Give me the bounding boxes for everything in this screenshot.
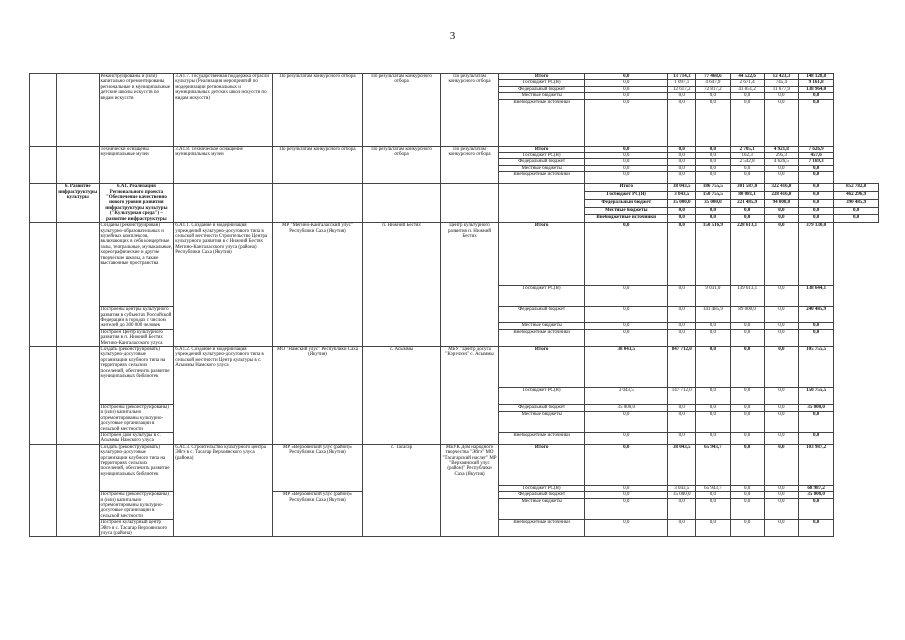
table-row (30, 444, 879, 485)
amount-value: 0,0 (668, 411, 696, 432)
table-row (30, 223, 879, 286)
amount-value: 0,0 (585, 172, 668, 184)
amount-value: 0,0 (585, 432, 668, 444)
responsible-entity: МР «Верхоянский улус (район)» Республики Саха (Якутия) (272, 444, 362, 491)
table-cell (440, 184, 498, 223)
amount-value: 0,0 (585, 80, 668, 86)
amount-value: 0,0 (764, 492, 798, 499)
amount-value: 0,0 (730, 485, 764, 491)
amount-value: 141 485,9 (696, 307, 730, 323)
amount-value: 0,0 (585, 146, 668, 152)
amount-value: 11 677,9 (764, 86, 798, 92)
amount-value: 0,0 (585, 286, 668, 307)
table-cell (30, 184, 57, 223)
total-value: 852 782,8 (834, 184, 879, 192)
amount-value: 0,0 (668, 520, 696, 537)
source-label: Итого (499, 74, 585, 80)
responsible-entity: По результатам конкурсного отбора (272, 146, 362, 184)
total-value: 68 987,2 (799, 485, 834, 491)
source-label: Внебюджетные источники (499, 99, 585, 146)
source-label: Местные бюджеты (499, 93, 585, 99)
amount-value: 162,3 (730, 153, 764, 159)
location: с. Тасагар (363, 444, 441, 537)
source-label: Госбюджет РС(Я) (499, 153, 585, 159)
amount-value: 0,0 (730, 492, 764, 499)
section-title: 6. Развитие инфраструктуры культуры (56, 184, 99, 223)
amount-value: 0,0 (585, 86, 668, 92)
source-label: Внебюджетные источники (585, 215, 668, 223)
total-value: 103 987,2 (799, 444, 834, 485)
amount-value: 0,0 (730, 444, 764, 485)
amount-value: 0,0 (585, 153, 668, 159)
event-description: 6.А1.1. Создание и модернизация учреждений культурно-досугового типа в сельской местности Строительство Центра культурного развития в с Нижний Бестях Мегино-Кангаласского улуса (района) Республики Саха (Якутия) (174, 223, 273, 347)
amount-value: 0,0 (585, 444, 668, 485)
amount-value: 77 468,6 (696, 74, 730, 80)
amount-value: 0,0 (668, 165, 696, 171)
amount-value: 150 516,9 (696, 223, 730, 286)
amount-value: 1 097,1 (668, 80, 696, 86)
result-description: Построен Дом культуры в с. Асыммы Намского улуса (99, 432, 174, 444)
total-value: 240 485,9 (799, 307, 834, 323)
total-value: 0,0 (834, 215, 879, 223)
amount-value: 0,0 (764, 329, 798, 346)
source-label: Итого (499, 444, 585, 485)
amount-value: 35 000,0 (668, 199, 696, 207)
amount-value: 12 617,2 (668, 86, 696, 92)
source-label: Федеральный бюджет (499, 404, 585, 411)
source-label: Федеральный бюджет (499, 307, 585, 323)
amount-value: 0,0 (585, 520, 668, 537)
result-description: Созданы (реконструирован) культурно-образовательных и музейных комплексов, включающих в себя концертные залы, театральные, музыкальные, хореографические и другие творческие школы, а также выставочные пространства (99, 223, 174, 307)
amount-value: 41 851,2 (730, 86, 764, 92)
amount-value: 0,0 (585, 307, 668, 323)
table-row (30, 146, 879, 152)
total-value: 0,0 (799, 520, 834, 537)
amount-value: 0,0 (730, 411, 764, 432)
amount-value: 2 705,1 (730, 146, 764, 152)
amount-value: 0,0 (764, 307, 798, 323)
amount-value: 38 043,5 (668, 444, 696, 485)
total-value: 0,0 (799, 172, 834, 184)
financing-table (29, 73, 879, 537)
source-label: Итого (499, 223, 585, 286)
amount-value: 0,0 (668, 223, 696, 286)
amount-value: 0,0 (730, 207, 764, 215)
amount-value: 44 522,6 (730, 74, 764, 80)
amount-value: 65 943,7 (696, 444, 730, 485)
amount-value: 0,0 (764, 323, 798, 329)
amount-value: 0,0 (799, 207, 834, 215)
amount-value: 0,0 (696, 146, 730, 152)
amount-value: 4 921,8 (764, 146, 798, 152)
total-value: 0,0 (799, 93, 834, 99)
amount-value: 0,0 (696, 411, 730, 432)
result-description: Построены (реконструированы) и (или) капитально отремонтированы культурно-досуговые организации в сельской местности (99, 492, 174, 520)
amount-value: 0,0 (764, 93, 798, 99)
table-cell (30, 346, 57, 444)
total-value: 138 644,1 (799, 286, 834, 307)
amount-value: 0,0 (764, 215, 798, 223)
amount-value: 0,0 (730, 387, 764, 404)
amount-value: 0,0 (730, 346, 764, 387)
total-value: 0,0 (799, 99, 834, 146)
source-label: Госбюджет РС(Я) (499, 485, 585, 491)
amount-value: 38 043,5 (585, 346, 668, 387)
amount-value: 0,0 (764, 223, 798, 286)
source-label: Федеральный бюджет (499, 86, 585, 92)
amount-value: 0,0 (696, 432, 730, 444)
amount-value: 0,0 (799, 215, 834, 223)
source-label: Госбюджет РС(Я) (585, 192, 668, 200)
result-description: Реконструированы и (или) капитально отремонтированы региональные и муниципальные детские школы искусств по видам искусств (99, 74, 174, 147)
amount-value: 0,0 (730, 99, 764, 146)
total-value: 0,0 (799, 323, 834, 329)
source-label: Внебюджетные источники (499, 329, 585, 346)
amount-value: 0,0 (668, 499, 696, 520)
amount-value: 0,0 (696, 93, 730, 99)
source-label: Местные бюджеты (585, 207, 668, 215)
amount-value: 0,0 (764, 286, 798, 307)
amount-value: 0,0 (696, 404, 730, 411)
amount-value: 147 712,0 (668, 387, 696, 404)
amount-value: 4 647,9 (696, 80, 730, 86)
source-label: Внебюджетные источники (499, 172, 585, 184)
source-label: Итого (499, 146, 585, 152)
total-value: 35 000,0 (799, 492, 834, 499)
amount-value: 0,0 (730, 499, 764, 520)
result-description: Построен культурный центр Эйгэ в с. Тасагар Верхоянского улуса (района) (99, 520, 174, 537)
amount-value: 0,0 (696, 387, 730, 404)
amount-value: 0,0 (585, 165, 668, 171)
table-row (30, 346, 879, 387)
total-value: 457,6 (799, 153, 834, 159)
amount-value: 0,0 (696, 499, 730, 520)
table-cell (56, 346, 99, 444)
source-label: Федеральный бюджет (499, 159, 585, 165)
table-cell (30, 74, 57, 147)
result-description: Построены центры культурного развития в субъектах Российской Федерации в городах с числом жителей до 300 000 человек (99, 307, 174, 330)
source-label: Итого (499, 346, 585, 387)
total-value: 0,0 (799, 165, 834, 171)
amount-value: 4 626,5 (764, 159, 798, 165)
amount-value: 0,0 (668, 207, 696, 215)
table-cell (272, 184, 362, 223)
amount-value: 0,0 (668, 146, 696, 152)
amount-value: 0,0 (764, 207, 798, 215)
location: По результатам конкурсного отбора (363, 74, 441, 147)
amount-value: 0,0 (764, 485, 798, 491)
total-value: 0,0 (799, 499, 834, 520)
amount-value: 0,0 (585, 411, 668, 432)
amount-value: 3 043,5 (585, 387, 668, 404)
facility: Центр культурного развития п. Нижний Бестях (440, 223, 498, 347)
total-value: 0,0 (799, 432, 834, 444)
project-title: 6.А1. Реализация Регионального проекта "Обеспечение качественно нового уровня развития инфраструктуры культуры ("Культурная среда") – развитие инфраструктуры (99, 184, 174, 223)
source-label: Итого (585, 184, 668, 192)
amount-value: 0,0 (730, 172, 764, 184)
amount-value: 0,0 (730, 432, 764, 444)
amount-value: 0,0 (668, 329, 696, 346)
amount-value: 0,0 (668, 172, 696, 184)
table-cell (56, 223, 99, 347)
amount-value: 0,0 (668, 159, 696, 165)
total-value: 35 000,0 (799, 404, 834, 411)
amount-value: 301 587,0 (730, 184, 764, 192)
amount-value: 0,0 (696, 215, 730, 223)
location: с. Асыммы (363, 346, 441, 444)
amount-value: 0,0 (585, 329, 668, 346)
amount-value: 0,0 (668, 215, 696, 223)
amount-value: 0,0 (668, 286, 696, 307)
amount-value: 38 043,5 (668, 184, 696, 192)
amount-value: 3 043,5 (668, 192, 696, 200)
amount-value: 0,0 (730, 323, 764, 329)
amount-value: 0,0 (799, 184, 834, 192)
amount-value: 295,3 (764, 153, 798, 159)
amount-value: 0,0 (696, 346, 730, 387)
amount-value: 0,0 (668, 99, 696, 146)
result-description: Технически оснащены муниципальные музеи (99, 146, 174, 184)
amount-value: 72 817,2 (696, 86, 730, 92)
amount-value: 0,0 (764, 520, 798, 537)
total-value: 7 626,9 (799, 146, 834, 152)
amount-value: 94 000,0 (764, 199, 798, 207)
source-label: Внебюджетные источники (499, 432, 585, 444)
amount-value: 0,0 (764, 432, 798, 444)
facility: МБУ "Центр досуга "Кэрэчээн" с. Асыммы (440, 346, 498, 444)
amount-value: 0,0 (696, 159, 730, 165)
total-value: 390 485,9 (834, 199, 879, 207)
amount-value: 0,0 (668, 323, 696, 329)
amount-value: 0,0 (585, 159, 668, 165)
amount-value: 80 081,1 (730, 192, 764, 200)
location: По результатам конкурсного отбора (363, 146, 441, 184)
amount-value: 322 416,8 (764, 184, 798, 192)
amount-value: 0,0 (585, 323, 668, 329)
amount-value: 0,0 (764, 346, 798, 387)
amount-value: 0,0 (668, 93, 696, 99)
amount-value: 221 485,9 (730, 199, 764, 207)
source-label: Федеральный бюджет (585, 199, 668, 207)
table-cell (56, 146, 99, 184)
amount-value: 0,0 (585, 93, 668, 99)
amount-value: 745,4 (764, 80, 798, 86)
amount-value: 0,0 (668, 432, 696, 444)
event-description: 6.А1.2. Создание и модернизация учреждений культурно-досугового типа в сельской местности Центр культуры в с. Асыммы Намского улуса (174, 346, 273, 444)
amount-value: 0,0 (799, 199, 834, 207)
amount-value: 0,0 (764, 499, 798, 520)
total-value: 9 161,8 (799, 80, 834, 86)
amount-value: 0,0 (668, 404, 696, 411)
source-label: Госбюджет РС(Я) (499, 80, 585, 86)
total-value: 150 755,5 (799, 387, 834, 404)
total-value: 138 964,0 (799, 86, 834, 92)
total-value: 148 128,8 (799, 74, 834, 80)
amount-value: 0,0 (585, 499, 668, 520)
result-description: Создать (реконструировать) культурно-досуговые организации клубного типа на территориях сельских поселений, обеспечить развитие муниципальных библиотек (99, 444, 174, 491)
amount-value: 0,0 (696, 329, 730, 346)
amount-value: 0,0 (585, 223, 668, 286)
amount-value: 2 542,8 (730, 159, 764, 165)
amount-value: 0,0 (799, 192, 834, 200)
amount-value: 0,0 (730, 520, 764, 537)
source-label: Федеральный бюджет (499, 492, 585, 499)
amount-value: 35 000,0 (696, 199, 730, 207)
amount-value: 0,0 (585, 74, 668, 80)
table-cell (56, 444, 99, 537)
amount-value: 65 943,7 (696, 485, 730, 491)
responsible-entity: По результатам конкурсного отбора (272, 74, 362, 147)
source-label: Госбюджет РС(Я) (499, 387, 585, 404)
amount-value: 13 714,3 (668, 74, 696, 80)
table-row (30, 184, 879, 192)
source-label: Местные бюджеты (499, 165, 585, 171)
amount-value: 35 000,0 (585, 404, 668, 411)
amount-value: 3 043,5 (668, 485, 696, 491)
total-value: 379 130,0 (799, 223, 834, 286)
amount-value: 0,0 (764, 172, 798, 184)
event-description: 6.А1.3. Строительство культурного центра Эйгэ в с. Тасагар Верхоянского улуса (района) (174, 444, 273, 537)
amount-value: 0,0 (764, 165, 798, 171)
amount-value: 0,0 (585, 99, 668, 146)
amount-value: 0,0 (585, 485, 668, 491)
amount-value: 0,0 (585, 492, 668, 499)
event-description: 3.А1.7. Государственная поддержка отрасли культуры (Реализация мероприятий по модернизации региональных и муниципальных детских школ искусств по видам искусств) (174, 74, 273, 147)
source-label: Местные бюджеты (499, 323, 585, 329)
total-value: 0,0 (799, 411, 834, 432)
amount-value: 0,0 (730, 329, 764, 346)
amount-value: 9 031,0 (696, 286, 730, 307)
amount-value: 0,0 (730, 93, 764, 99)
table-cell (30, 444, 57, 537)
source-label: Госбюджет РС(Я) (499, 286, 585, 307)
total-value: 105 755,5 (799, 346, 834, 387)
amount-value: 35 000,0 (668, 492, 696, 499)
responsible-entity: МР "Мегино-Кангаласский улус" Республики Саха (Якутия) (272, 223, 362, 347)
amount-value: 2 671,4 (730, 80, 764, 86)
event-description: 3.А1.8. Техническое оснащение муниципальных музеи (174, 146, 273, 184)
total-value: 7 169,3 (799, 159, 834, 165)
table-cell (174, 184, 273, 223)
table-cell (30, 146, 57, 184)
amount-value: 0,0 (764, 444, 798, 485)
result-description: Построены (реконструированы) и (или) капитально отремонтированы культурно-досуговые организации в сельской местности (99, 404, 174, 432)
amount-value: 0,0 (696, 323, 730, 329)
amount-value: 0,0 (730, 215, 764, 223)
amount-value: 0,0 (668, 307, 696, 323)
amount-value: 0,0 (696, 492, 730, 499)
amount-value: 150 755,5 (696, 192, 730, 200)
source-label: Внебюджетные источники (499, 520, 585, 537)
amount-value: 0,0 (696, 99, 730, 146)
amount-value: 0,0 (730, 165, 764, 171)
total-value: 0,0 (834, 207, 879, 215)
total-value: 0,0 (799, 329, 834, 346)
amount-value: 139 613,1 (730, 286, 764, 307)
amount-value: 228 416,8 (764, 192, 798, 200)
amount-value: 186 755,5 (696, 184, 730, 192)
amount-value: 847 712,0 (668, 346, 696, 387)
table-cell (56, 74, 99, 147)
facility: По результатам конкурсного отбора (440, 74, 498, 147)
page-number: 3 (449, 30, 456, 42)
amount-value: 0,0 (696, 172, 730, 184)
amount-value: 0,0 (668, 153, 696, 159)
amount-value: 89 000,0 (730, 307, 764, 323)
table-body (30, 74, 879, 537)
amount-value: 0,0 (696, 165, 730, 171)
location: п. Нижний Бестях (363, 223, 441, 347)
amount-value: 0,0 (696, 520, 730, 537)
amount-value: 0,0 (764, 404, 798, 411)
total-value: 462 296,9 (834, 192, 879, 200)
facility: МБУК Дом народного творчества "Эйгэ" МО "Тасагарский наслег" МР "Верхоянский улус (район)" Республики Саха (Якутия) (440, 444, 498, 537)
amount-value: 228 613,1 (730, 223, 764, 286)
amount-value: 0,0 (764, 387, 798, 404)
table-cell (363, 184, 441, 223)
source-label: Местные бюджеты (499, 411, 585, 432)
table-cell (30, 223, 57, 347)
table-cell (499, 184, 585, 223)
source-label: Местные бюджеты (499, 499, 585, 520)
facility: По результатам конкурсного отбора (440, 146, 498, 184)
result-description: Построен Центр культурного развития в п. Нижний Бестях Мегино-Кангаласского улуса (99, 329, 174, 346)
amount-value: 0,0 (764, 99, 798, 146)
result-description: Создать (реконструировать) культурно-досуговые организации клубного типа на территориях сельских поселений, обеспечить развитие муниципальных библиотек (99, 346, 174, 404)
amount-value: 0,0 (696, 207, 730, 215)
responsible-entity: МР «Верхоянский улус (район)» Республики Саха (Якутия) (272, 492, 362, 537)
amount-value: 12 423,3 (764, 74, 798, 80)
amount-value: 0,0 (696, 153, 730, 159)
responsible-entity: МО "Намский улус" Республики Саха (Якутия) (272, 346, 362, 444)
table-row (30, 74, 879, 80)
amount-value: 0,0 (764, 411, 798, 432)
amount-value: 0,0 (730, 404, 764, 411)
